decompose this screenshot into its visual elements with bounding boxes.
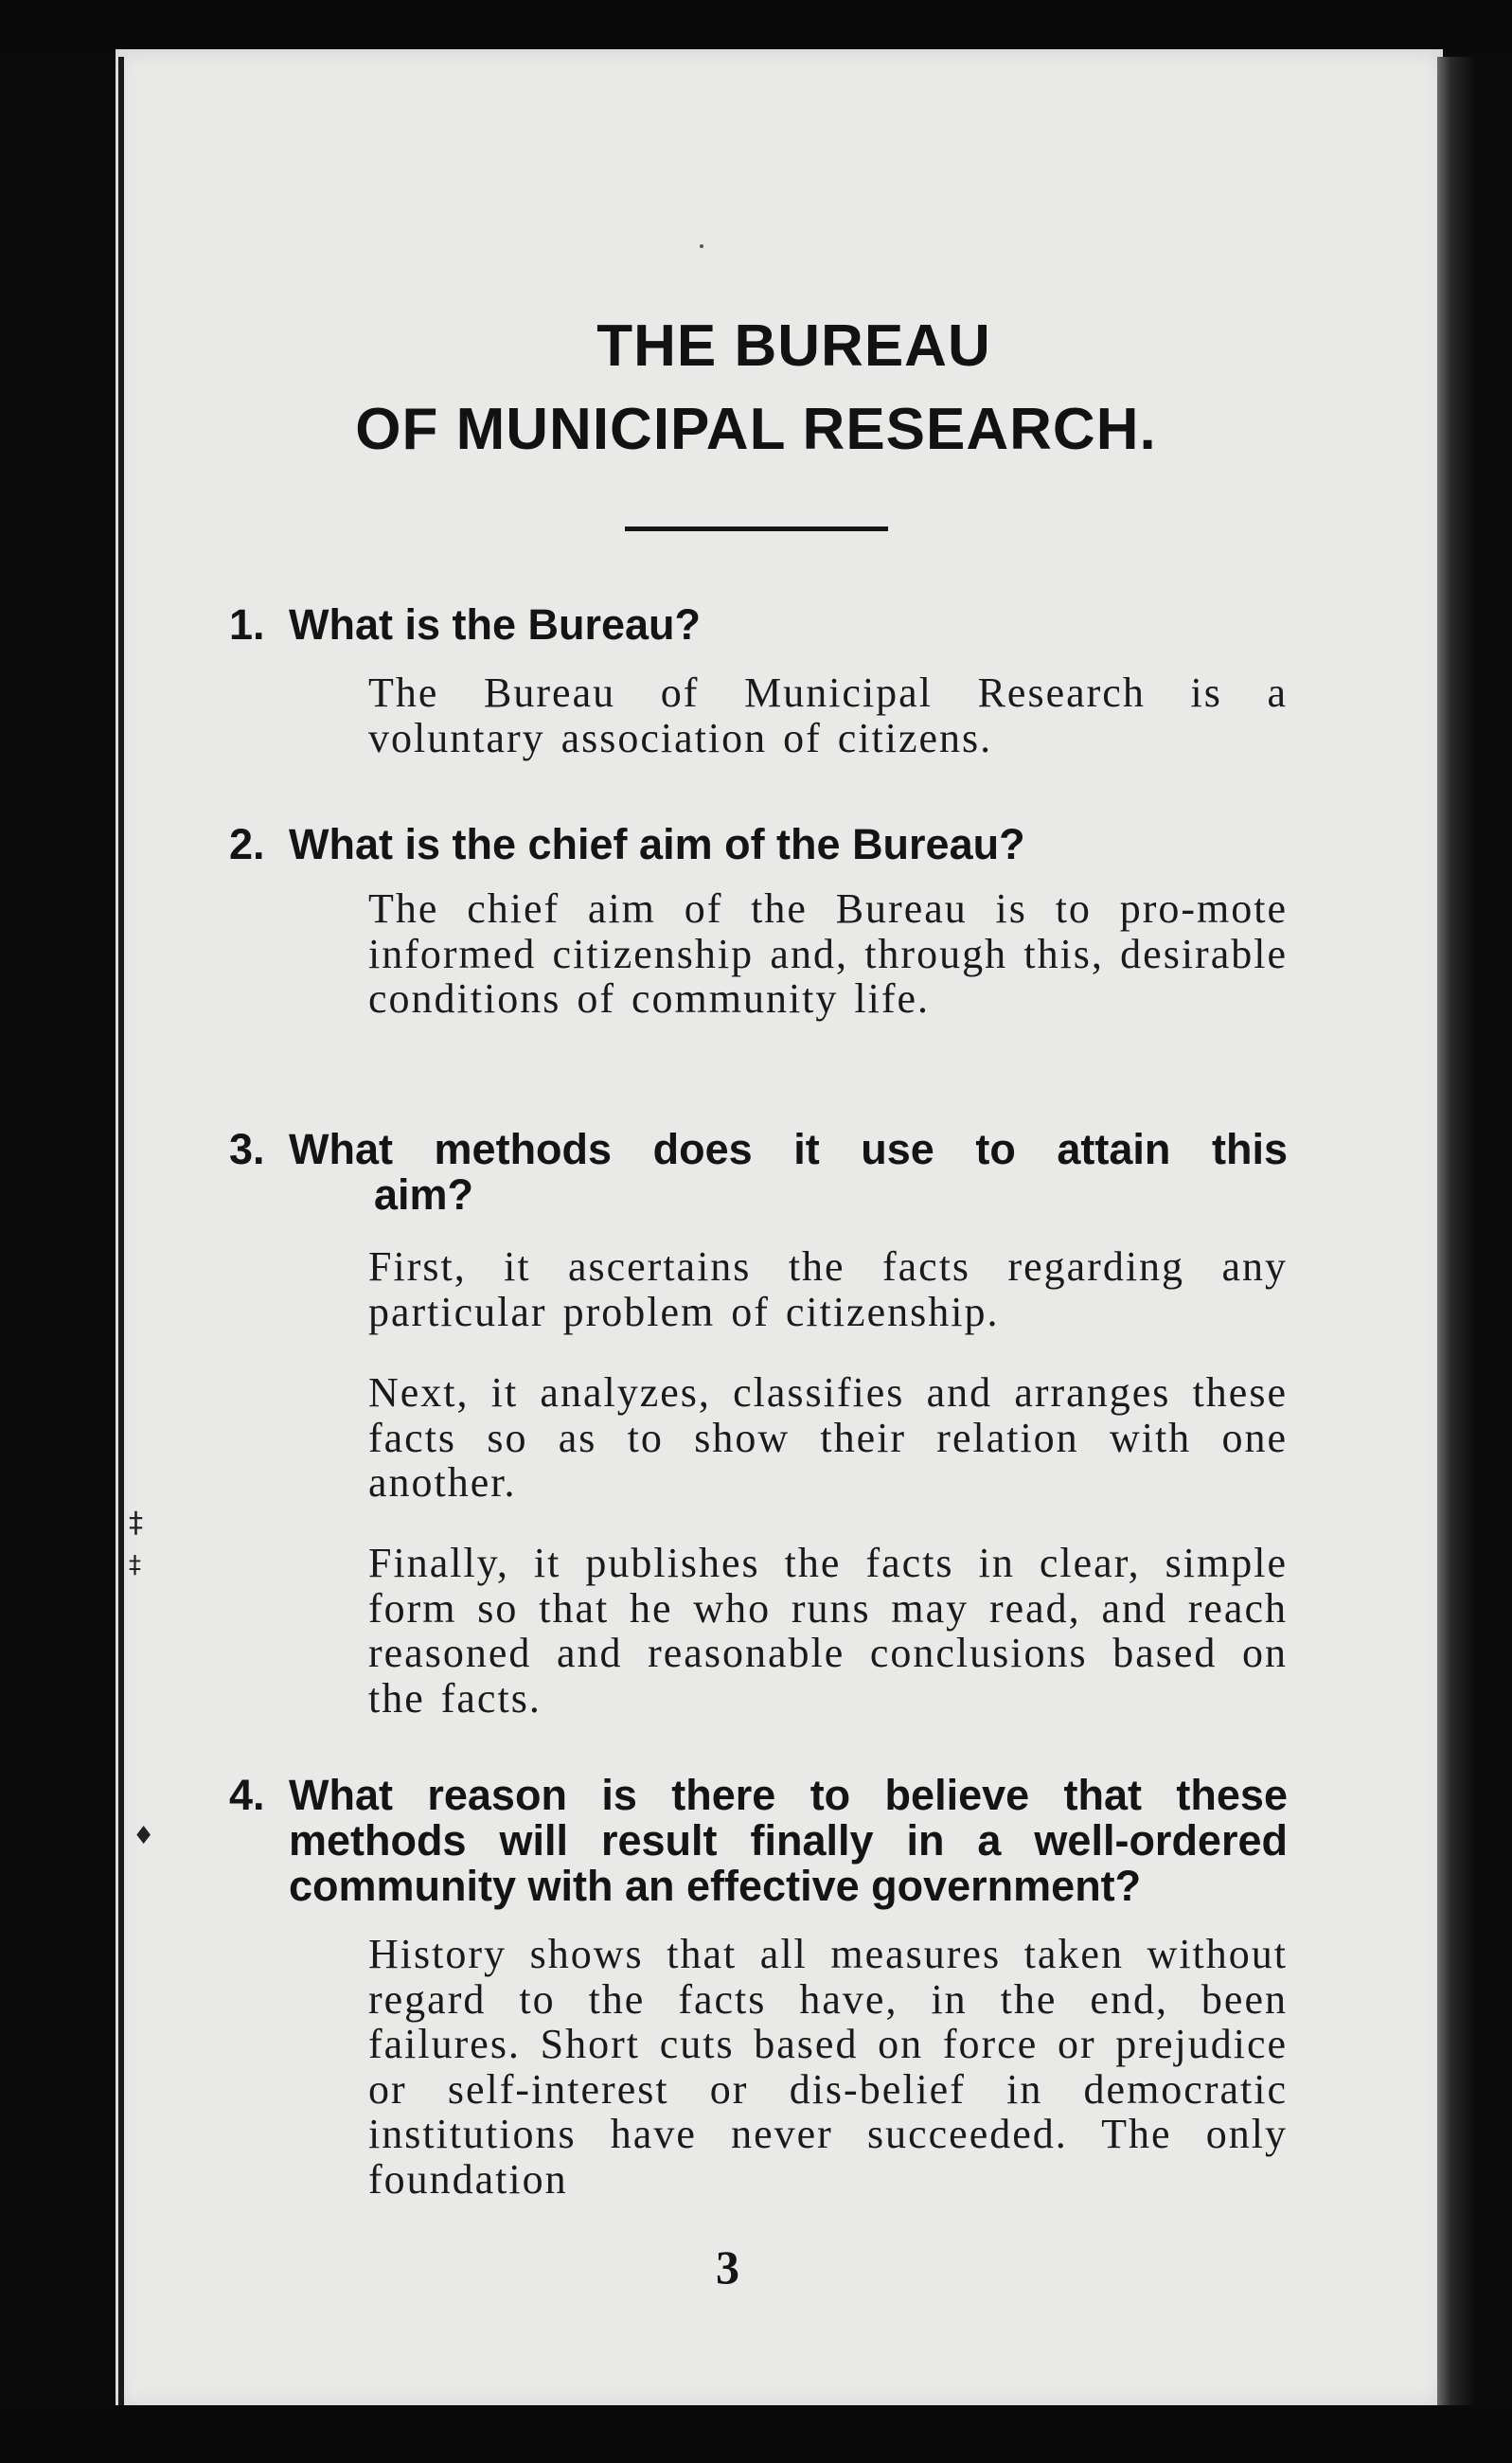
question-3-text-line-1: What methods does it use to attain this bbox=[289, 1125, 1288, 1173]
question-4-text: What reason is there to believe that these methods will result finally in a well-ordered community with an effective government? bbox=[289, 1771, 1288, 1910]
question-3-text-line-2: aim? bbox=[374, 1170, 474, 1219]
question-number: 3. bbox=[229, 1125, 265, 1173]
margin-mark: ‡ bbox=[129, 1551, 141, 1580]
margin-mark: ♦ bbox=[133, 1822, 155, 1850]
scan-border-bottom bbox=[0, 2405, 1512, 2463]
document-title-line-1: THE BUREAU bbox=[596, 313, 991, 379]
answer-4-paragraph-1: History shows that all measures taken without regard to the facts have, in the end, been failures. Short cuts based on force or prejudice or self-interest or dis-belief in democratic institutions have never succeeded. The only foundation bbox=[368, 1931, 1288, 2203]
question-number: 2. bbox=[229, 820, 265, 868]
question-1-text: What is the Bureau? bbox=[289, 600, 702, 649]
paper-speck bbox=[700, 244, 703, 248]
margin-mark: ‡ bbox=[129, 1507, 143, 1540]
answer-2-paragraph-1: The chief aim of the Bureau is to pro-mote informed citizenship and, through this, desirable conditions of community life. bbox=[368, 885, 1288, 1022]
page-number: 3 bbox=[716, 2240, 739, 2293]
title-divider bbox=[625, 527, 888, 531]
answer-3-paragraph-2: Next, it analyzes, classifies and arranges these facts so as to show their relation with one another. bbox=[368, 1369, 1288, 1506]
question-number: 1. bbox=[229, 600, 265, 649]
answer-3-paragraph-1: First, it ascertains the facts regarding any particular problem of citizenship. bbox=[368, 1243, 1288, 1335]
document-title-line-2: OF MUNICIPAL RESEARCH. bbox=[355, 397, 1157, 462]
answer-1-paragraph-1: The Bureau of Municipal Research is a voluntary association of citizens. bbox=[368, 669, 1288, 761]
question-number: 4. bbox=[229, 1771, 265, 1819]
question-2-text: What is the chief aim of the Bureau? bbox=[289, 820, 1025, 868]
scan-border-top bbox=[0, 0, 1512, 55]
answer-3-paragraph-3: Finally, it publishes the facts in clear, simple form so that he who runs may read, and reach reasoned and reasonable conclusions based on the facts. bbox=[368, 1540, 1288, 1722]
